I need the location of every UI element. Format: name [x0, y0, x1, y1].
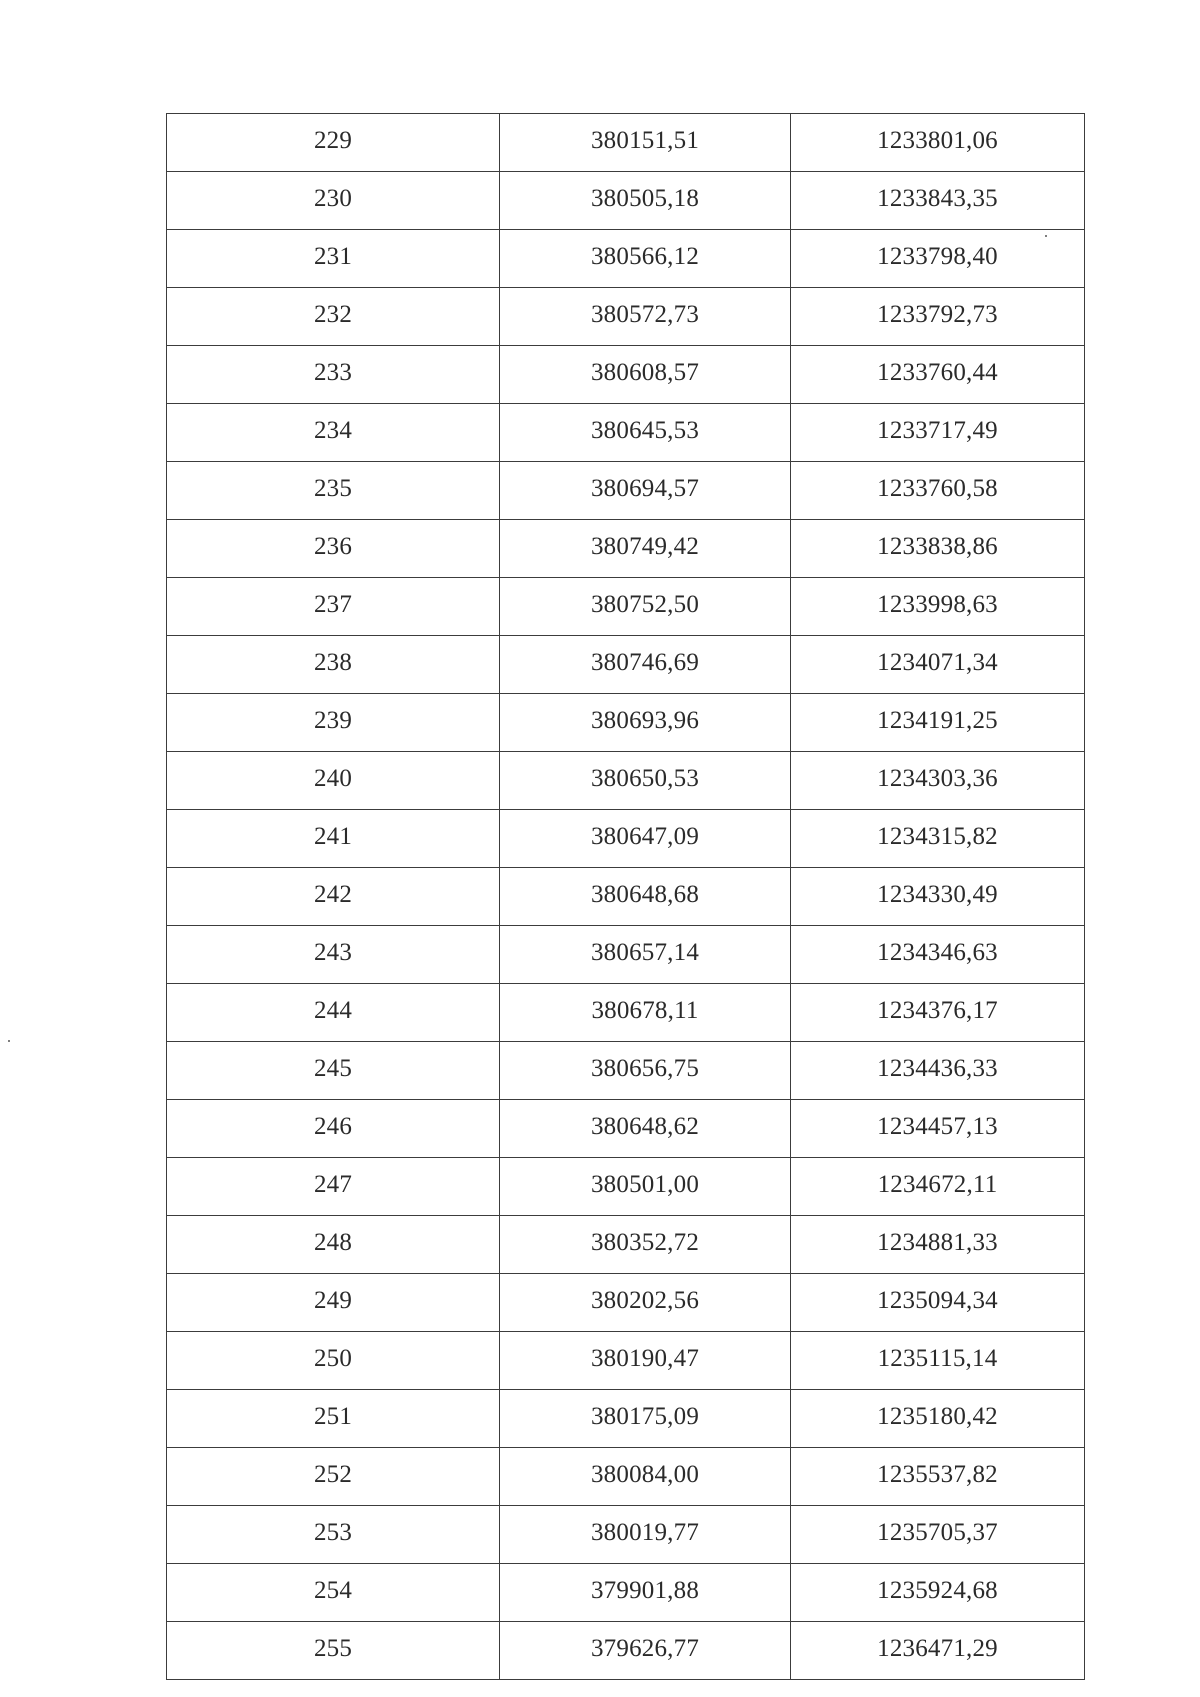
- table-row: [167, 578, 1085, 636]
- y-coordinate-cell: 1233717,49: [791, 404, 1085, 462]
- x-coordinate-cell: 380505,18: [500, 172, 791, 230]
- point-number-cell: 230: [167, 172, 500, 230]
- point-number-cell: 236: [167, 520, 500, 578]
- y-coordinate-cell: 1234457,13: [791, 1100, 1085, 1158]
- point-number-cell: 239: [167, 694, 500, 752]
- point-number-cell: 246: [167, 1100, 500, 1158]
- point-number-cell: 252: [167, 1448, 500, 1506]
- x-coordinate-cell: 380352,72: [500, 1216, 791, 1274]
- point-number-cell: 254: [167, 1564, 500, 1622]
- y-coordinate-cell: 1233760,58: [791, 462, 1085, 520]
- y-coordinate-cell: 1234315,82: [791, 810, 1085, 868]
- table-row: [167, 1564, 1085, 1622]
- point-number-cell: 238: [167, 636, 500, 694]
- x-coordinate-cell: 380151,51: [500, 114, 791, 172]
- point-number-cell: 235: [167, 462, 500, 520]
- point-number-cell: 233: [167, 346, 500, 404]
- y-coordinate-cell: 1233998,63: [791, 578, 1085, 636]
- table-row: [167, 346, 1085, 404]
- point-number-cell: 245: [167, 1042, 500, 1100]
- table-row: [167, 462, 1085, 520]
- point-number-cell: 248: [167, 1216, 500, 1274]
- point-number-cell: 251: [167, 1390, 500, 1448]
- y-coordinate-cell: 1234376,17: [791, 984, 1085, 1042]
- y-coordinate-cell: 1234330,49: [791, 868, 1085, 926]
- y-coordinate-cell: 1235180,42: [791, 1390, 1085, 1448]
- table-row: [167, 1390, 1085, 1448]
- x-coordinate-cell: 380566,12: [500, 230, 791, 288]
- x-coordinate-cell: 380678,11: [500, 984, 791, 1042]
- table-row: [167, 1274, 1085, 1332]
- x-coordinate-cell: 379626,77: [500, 1622, 791, 1680]
- y-coordinate-cell: 1235924,68: [791, 1564, 1085, 1622]
- x-coordinate-cell: 380084,00: [500, 1448, 791, 1506]
- coordinates-table: [166, 113, 1085, 1680]
- table-row: [167, 752, 1085, 810]
- y-coordinate-cell: 1233798,40: [791, 230, 1085, 288]
- table-row: [167, 926, 1085, 984]
- point-number-cell: 232: [167, 288, 500, 346]
- y-coordinate-cell: 1235115,14: [791, 1332, 1085, 1390]
- point-number-cell: 244: [167, 984, 500, 1042]
- x-coordinate-cell: 380749,42: [500, 520, 791, 578]
- table-row: [167, 984, 1085, 1042]
- table-row: [167, 1332, 1085, 1390]
- point-number-cell: 241: [167, 810, 500, 868]
- x-coordinate-cell: 380752,50: [500, 578, 791, 636]
- y-coordinate-cell: 1234071,34: [791, 636, 1085, 694]
- y-coordinate-cell: 1236471,29: [791, 1622, 1085, 1680]
- x-coordinate-cell: 380648,68: [500, 868, 791, 926]
- y-coordinate-cell: 1233843,35: [791, 172, 1085, 230]
- point-number-cell: 229: [167, 114, 500, 172]
- table-row: [167, 520, 1085, 578]
- point-number-cell: 249: [167, 1274, 500, 1332]
- y-coordinate-cell: 1233792,73: [791, 288, 1085, 346]
- table-row: [167, 1622, 1085, 1680]
- table-row: [167, 404, 1085, 462]
- y-coordinate-cell: 1234346,63: [791, 926, 1085, 984]
- x-coordinate-cell: 380657,14: [500, 926, 791, 984]
- point-number-cell: 250: [167, 1332, 500, 1390]
- point-number-cell: 231: [167, 230, 500, 288]
- x-coordinate-cell: 380647,09: [500, 810, 791, 868]
- x-coordinate-cell: 380656,75: [500, 1042, 791, 1100]
- table-row: [167, 230, 1085, 288]
- y-coordinate-cell: 1235705,37: [791, 1506, 1085, 1564]
- x-coordinate-cell: 380650,53: [500, 752, 791, 810]
- table-row: [167, 1158, 1085, 1216]
- x-coordinate-cell: 380190,47: [500, 1332, 791, 1390]
- point-number-cell: 247: [167, 1158, 500, 1216]
- table-row: [167, 636, 1085, 694]
- x-coordinate-cell: 380202,56: [500, 1274, 791, 1332]
- y-coordinate-cell: 1234881,33: [791, 1216, 1085, 1274]
- x-coordinate-cell: 380019,77: [500, 1506, 791, 1564]
- table-row: [167, 1216, 1085, 1274]
- table-row: [167, 868, 1085, 926]
- table-row: [167, 1448, 1085, 1506]
- table-row: [167, 810, 1085, 868]
- scan-speck: [1045, 235, 1047, 237]
- scan-speck: [8, 1040, 10, 1042]
- table-row: [167, 288, 1085, 346]
- point-number-cell: 255: [167, 1622, 500, 1680]
- x-coordinate-cell: 380572,73: [500, 288, 791, 346]
- table-row: [167, 1100, 1085, 1158]
- x-coordinate-cell: 380501,00: [500, 1158, 791, 1216]
- y-coordinate-cell: 1233838,86: [791, 520, 1085, 578]
- point-number-cell: 242: [167, 868, 500, 926]
- x-coordinate-cell: 380175,09: [500, 1390, 791, 1448]
- y-coordinate-cell: 1234191,25: [791, 694, 1085, 752]
- y-coordinate-cell: 1234303,36: [791, 752, 1085, 810]
- y-coordinate-cell: 1234672,11: [791, 1158, 1085, 1216]
- y-coordinate-cell: 1233760,44: [791, 346, 1085, 404]
- x-coordinate-cell: 380746,69: [500, 636, 791, 694]
- point-number-cell: 240: [167, 752, 500, 810]
- table-row: [167, 114, 1085, 172]
- y-coordinate-cell: 1235537,82: [791, 1448, 1085, 1506]
- table-row: [167, 1506, 1085, 1564]
- x-coordinate-cell: 379901,88: [500, 1564, 791, 1622]
- table-row: [167, 694, 1085, 752]
- table-row: [167, 172, 1085, 230]
- point-number-cell: 253: [167, 1506, 500, 1564]
- x-coordinate-cell: 380694,57: [500, 462, 791, 520]
- point-number-cell: 243: [167, 926, 500, 984]
- point-number-cell: 234: [167, 404, 500, 462]
- y-coordinate-cell: 1233801,06: [791, 114, 1085, 172]
- x-coordinate-cell: 380645,53: [500, 404, 791, 462]
- table-row: [167, 1042, 1085, 1100]
- x-coordinate-cell: 380648,62: [500, 1100, 791, 1158]
- x-coordinate-cell: 380608,57: [500, 346, 791, 404]
- y-coordinate-cell: 1234436,33: [791, 1042, 1085, 1100]
- x-coordinate-cell: 380693,96: [500, 694, 791, 752]
- coordinates-table-body: [167, 114, 1085, 1680]
- point-number-cell: 237: [167, 578, 500, 636]
- y-coordinate-cell: 1235094,34: [791, 1274, 1085, 1332]
